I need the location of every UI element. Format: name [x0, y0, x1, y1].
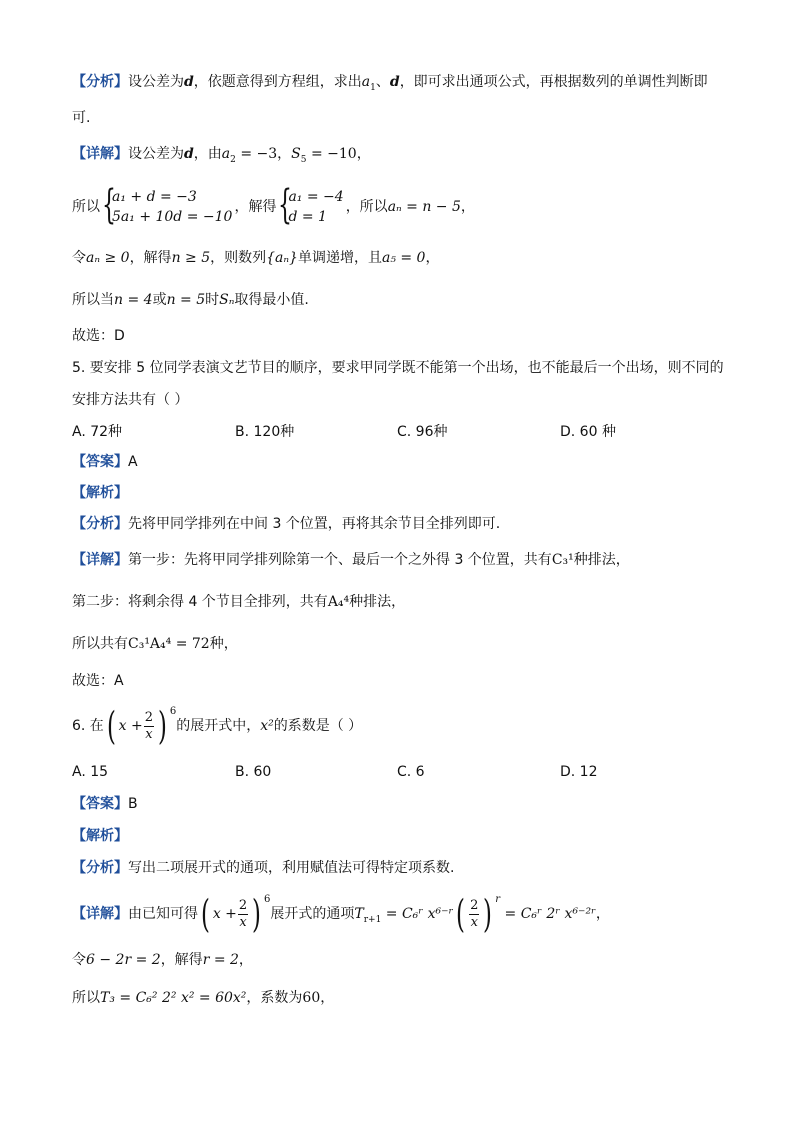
q4-choice: 故选：D	[72, 328, 125, 344]
text: ，依题意得到方程组，求出	[193, 74, 362, 90]
math: n ≥ 5	[171, 250, 211, 266]
q5-option-a: A. 72种	[72, 424, 123, 440]
fraction-numerator: 2	[238, 897, 248, 913]
text: 由已知可得	[128, 906, 198, 922]
exponent: 6	[169, 706, 177, 717]
sys-row: a₁ = −4	[288, 189, 344, 205]
text: 第一步：先将甲同学排列除第一个、最后一个之外得 3 个位置，共有	[128, 552, 552, 568]
solution-system	[278, 182, 344, 228]
text: 写出二项展开式的通项，利用赋值法可得特定项系数.	[128, 860, 455, 876]
q6-answer-line	[72, 794, 724, 814]
text: 所以当	[72, 292, 114, 308]
text: ，即可求出通项公式，再根据数列的单调性判断即	[399, 74, 708, 90]
text: ，由	[193, 146, 222, 162]
math: Sₙ	[219, 292, 235, 308]
fraction-denominator: x	[239, 914, 247, 930]
text: ，	[277, 146, 292, 162]
sub: 2	[230, 154, 236, 165]
text: 先将甲同学排列在中间 3 个位置，再将其余节目全排列即可.	[128, 516, 501, 532]
text: 6. 在	[72, 718, 104, 734]
equation-system	[102, 182, 233, 228]
text: 令	[72, 250, 86, 266]
text: 所以	[72, 990, 100, 1006]
text: ，则数列	[210, 250, 267, 266]
paren-left: (	[106, 704, 116, 748]
math: x²	[260, 718, 274, 734]
math: x +	[212, 906, 237, 922]
detail-tag: 【详解】	[72, 906, 128, 922]
var-a: a	[221, 146, 231, 162]
fraction-numerator: 2	[144, 709, 153, 725]
math: A₄⁴	[327, 594, 350, 610]
text: ，解得	[129, 250, 172, 266]
q5-stem-line2: 安排方法共有（ ）	[72, 392, 189, 408]
text: ，解得	[160, 952, 203, 968]
var-d: d	[184, 146, 194, 162]
q6-final-line	[72, 988, 724, 1008]
q5-stem-line1: 5. 要安排 5 位同学表演文艺节目的顺序，要求甲同学既不能第一个出场，也不能最后一个出场，则不同的	[72, 360, 724, 376]
text: 种排法，	[349, 594, 406, 610]
formula: aₙ = n − 5	[387, 199, 461, 215]
text: ，	[238, 952, 253, 968]
var-a: a	[361, 74, 371, 90]
paren-right: )	[157, 704, 167, 748]
q6-analysis-line	[72, 858, 724, 878]
text: ，	[425, 250, 440, 266]
sub: r+1	[363, 914, 382, 925]
analysis-tag: 【分析】	[72, 860, 128, 876]
parse-tag: 【解析】	[72, 485, 128, 501]
q6-let-line	[72, 950, 724, 970]
var-d: d	[389, 74, 400, 90]
text: 第二步：将剩余得 4 个节目全排列，共有	[72, 594, 328, 610]
text: 的系数是（ ）	[273, 718, 363, 734]
q6-stem-line	[72, 704, 724, 748]
math: 6 − 2r = 2	[86, 952, 161, 968]
q5-detail-line3	[72, 634, 724, 654]
q4-conclusion-line	[72, 290, 724, 310]
exponent: 6	[264, 894, 271, 905]
paren-right: )	[252, 892, 262, 936]
eq: = −10	[306, 146, 357, 162]
q5-choice: 故选：A	[72, 673, 124, 689]
math: = C₆ʳ 2ʳ x⁶⁻²ʳ	[500, 906, 596, 922]
q6-option-a: A. 15	[72, 764, 109, 780]
math: = C₆ʳ x⁶⁻ʳ	[381, 906, 454, 922]
math: aₙ ≥ 0	[86, 250, 130, 266]
text: 的展开式中，	[176, 718, 261, 734]
q5-answer-line	[72, 452, 724, 472]
fraction	[469, 898, 479, 931]
text: ，	[460, 199, 475, 215]
q5-detail-line1	[72, 550, 724, 570]
q6-option-b: B. 60	[235, 764, 272, 780]
text: 设公差为	[128, 146, 184, 162]
answer-value: B	[128, 796, 138, 812]
q5-option-b: B. 120种	[235, 424, 295, 440]
paren-right: )	[483, 892, 493, 936]
text: ，	[356, 146, 371, 162]
parse-tag: 【解析】	[72, 828, 128, 844]
answer-value: A	[128, 454, 138, 470]
text: 所以共有	[72, 636, 128, 652]
text: ，系数为	[246, 990, 303, 1006]
q4-monotonic-line	[72, 248, 724, 268]
q4-analysis-cont: 可.	[72, 110, 91, 126]
q6-parse-line	[72, 826, 724, 846]
detail-tag: 【详解】	[72, 146, 128, 162]
text: 所以	[72, 199, 100, 215]
text: 设公差为	[128, 74, 184, 90]
analysis-tag: 【分析】	[72, 516, 128, 532]
q4-analysis-line	[72, 72, 724, 92]
math: x +	[118, 718, 143, 734]
brace-icon: {	[102, 182, 116, 228]
math: C₃¹A₄⁴ = 72	[128, 636, 210, 652]
text: 或	[152, 292, 167, 308]
fraction	[144, 710, 154, 743]
q6-option-d: D. 12	[560, 764, 598, 780]
math: T₃ = C₆² 2² x² = 60x²	[100, 990, 247, 1006]
text: 、	[375, 74, 390, 90]
sys-row: 5a₁ + 10d = −10	[112, 209, 233, 225]
sub: 1	[370, 82, 376, 93]
q4-system-line	[72, 184, 724, 230]
q5-option-c: C. 96种	[397, 424, 448, 440]
text: ，所以	[345, 199, 388, 215]
q5-parse-line	[72, 483, 724, 503]
eq: = −3	[235, 146, 278, 162]
math: a₅ = 0	[381, 250, 426, 266]
math: r = 2	[202, 952, 239, 968]
math: T	[354, 906, 364, 922]
sys-row: d = 1	[288, 209, 327, 225]
math: C₃¹	[551, 552, 574, 568]
text: ，解得	[234, 199, 277, 215]
math: n = 5	[166, 292, 206, 308]
sys-row: a₁ + d = −3	[112, 189, 197, 205]
paren-left: (	[200, 892, 210, 936]
text: 时	[205, 292, 220, 308]
answer-tag: 【答案】	[72, 796, 128, 812]
q5-analysis-line	[72, 514, 724, 534]
analysis-tag: 【分析】	[72, 74, 128, 90]
q6-option-c: C. 6	[397, 764, 425, 780]
fraction-numerator: 2	[470, 897, 479, 913]
answer-tag: 【答案】	[72, 454, 128, 470]
math: 60	[302, 990, 321, 1006]
q6-detail-line	[72, 892, 724, 936]
math: {aₙ}	[266, 250, 298, 266]
detail-tag: 【详解】	[72, 552, 128, 568]
var-d: d	[184, 74, 194, 90]
text: 令	[72, 952, 86, 968]
text: ，	[320, 990, 335, 1006]
fraction-denominator: x	[470, 914, 478, 930]
sub: 5	[300, 154, 307, 165]
text: 单调递增，且	[297, 250, 382, 266]
var-S: S	[291, 146, 301, 162]
paren-left: (	[456, 892, 466, 936]
text: 取得最小值.	[234, 292, 309, 308]
q5-option-d: D. 60 种	[560, 424, 616, 440]
math: n = 4	[114, 292, 153, 308]
q5-detail-line2	[72, 592, 724, 612]
fraction	[238, 898, 248, 931]
exponent: r	[495, 894, 501, 905]
fraction-denominator: x	[145, 726, 153, 742]
brace-icon: {	[278, 182, 293, 228]
q4-detail-line	[72, 144, 724, 164]
text: 种排法，	[573, 552, 630, 568]
text: ，	[595, 906, 610, 922]
text: 种，	[209, 636, 238, 652]
text: 展开式的通项	[270, 906, 355, 922]
